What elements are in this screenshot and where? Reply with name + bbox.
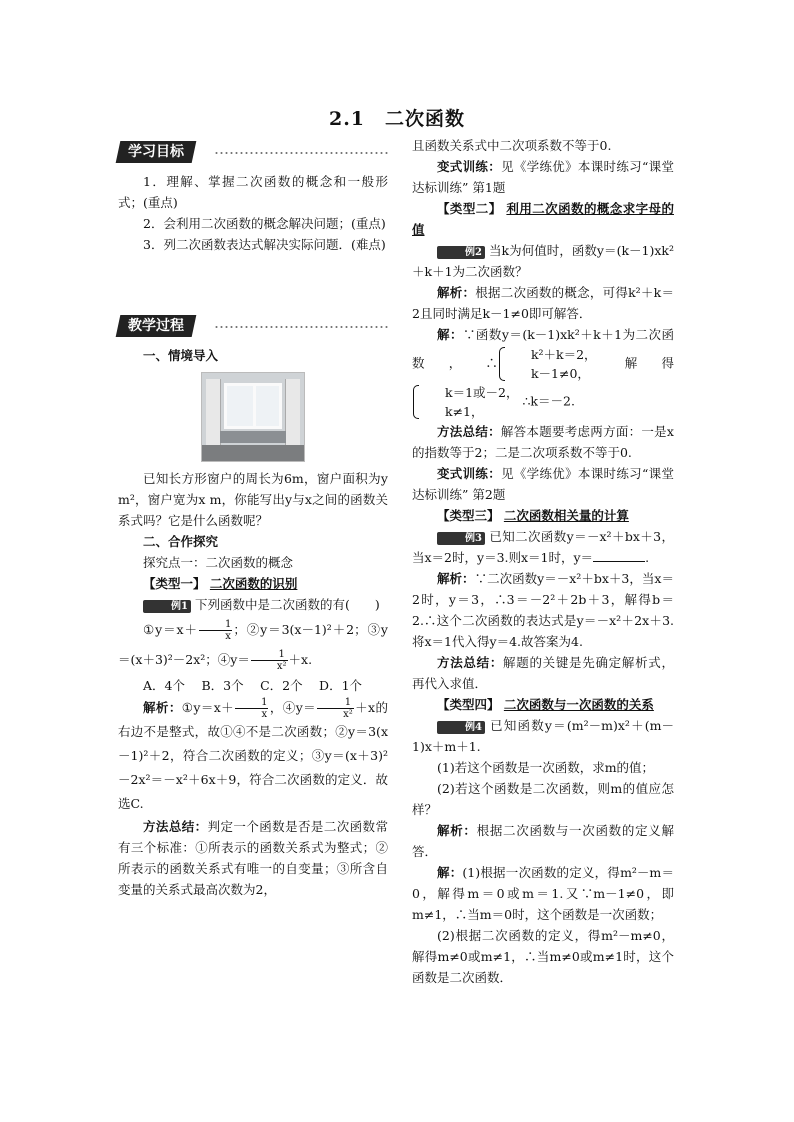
method-label: 方法总结： <box>143 819 208 834</box>
example-1-badge: 例1 <box>143 600 191 613</box>
example-4-solution-2: (2)根据二次函数的定义，得m²－m≠0，解得m≠0或m≠1，∴当m≠0或m≠1时，这个函数是二次函数． <box>412 928 674 985</box>
solution-text: ∴k＝－2. <box>522 393 575 409</box>
example-1-text: 下列函数中是二次函数的有( ) <box>194 597 380 612</box>
example-2-badge: 例2 <box>437 246 485 259</box>
variant-training-1 <box>412 156 674 198</box>
example-2-solution <box>412 324 674 421</box>
type-2-heading <box>412 198 674 240</box>
page-title: 2.1 二次函数 <box>328 108 466 130</box>
example-3-text: 已知二次函数y＝－x²＋bx＋3，当x＝2时，y＝3.则x＝1时，y＝ <box>412 529 674 565</box>
variant-training-2 <box>412 463 674 505</box>
fraction-1-over-x2: $\frac{1}{\text{x²}}$ <box>317 697 354 720</box>
function-1-part: ①y＝x＋ <box>143 622 198 637</box>
example-3-analysis <box>412 568 674 652</box>
fraction-1-over-x: $\frac{1}{x}$ <box>235 697 268 720</box>
fraction-1-over-x: $\frac{1}{x}$ <box>199 619 232 642</box>
teaching-process-banner <box>118 315 388 339</box>
solution-text: ∵函数y＝(k－1)xk²＋k＋1为二次函数，∴ <box>412 327 674 371</box>
section-cooperation-heading: 二、合作探究 <box>143 534 219 549</box>
example-1-method <box>118 816 388 900</box>
explore-point-1: 探究点一：二次函数的概念 <box>143 555 294 570</box>
variant-label: 变式训练： <box>437 466 502 481</box>
analysis-part-a: ①y＝x＋ <box>181 700 235 715</box>
equation-system-2 <box>412 383 518 421</box>
function-4-part: ＋x. <box>288 652 313 667</box>
system-line: k≠1， <box>445 404 484 419</box>
method-text: 判定一个函数是否是二次函数常有三个标准：①所表示的函数关系式为整式；②所表示的函数关系式有唯一的自变量；③所含自变量的关系式最高次数为2， <box>118 819 388 897</box>
teaching-process-heading: 教学过程 <box>128 318 184 334</box>
answer-blank <box>593 549 645 562</box>
system-line: k＝1或－2， <box>445 385 519 400</box>
goal-1: 1．理解、掌握二次函数的概念和一般形式；(重点) <box>118 174 388 210</box>
continued-text: 且函数关系式中二次项系数不等于0. <box>412 138 612 153</box>
type-3-heading <box>412 505 674 526</box>
example-3-question <box>412 526 674 568</box>
learning-goals-heading: 学习目标 <box>128 144 184 160</box>
type-4-heading <box>412 694 674 715</box>
example-3-method <box>412 652 674 694</box>
right-column <box>412 135 674 988</box>
example-4-text: 已知函数y＝(m²－m)x²＋(m－1)x＋m＋1. <box>412 718 674 754</box>
function-3-4-part: ＋3)²－2x²；④y＝ <box>142 652 250 667</box>
example-3-text-end: . <box>645 550 650 565</box>
goal-3: 3．列二次函数表达式解决实际问题．(难点) <box>143 237 386 252</box>
example-1-functions <box>118 615 388 675</box>
type-2-title: 利用二次函数的概念求字母的值 <box>412 201 674 237</box>
type-1-heading <box>118 573 388 594</box>
learning-goals-banner <box>118 141 388 165</box>
example-4-question-1: (1)若这个函数是一次函数，求m的值； <box>437 760 655 775</box>
solution-text: 解得 <box>624 355 674 371</box>
type-3-title: 二次函数相关量的计算 <box>503 508 629 523</box>
left-column <box>118 135 388 900</box>
analysis-label: 解析： <box>437 571 475 586</box>
window-room-photo <box>201 372 305 462</box>
analysis-text: 根据二次函数的概念，可得k²＋k＝2且同时满足k－1≠0即可解答． <box>412 285 674 321</box>
example-4-badge: 例4 <box>437 721 485 734</box>
fraction-1-over-x2: $\frac{1}{\text{x²}}$ <box>251 649 288 672</box>
analysis-label: 解析： <box>437 285 476 300</box>
example-4-question-2: (2)若这个函数是二次函数，则m的值应怎样？ <box>412 781 674 817</box>
analysis-part-c: ＋x的右边不是整式，故①④不是二次函数；②y＝3(x－1)²＋2，符合二次函数的定义；③y＝(x＋3)²－2x²＝－x²＋6x＋9，符合二次函数的定义．故选C. <box>118 700 388 811</box>
section-scenario-heading: 一、情境导入 <box>143 348 219 363</box>
equation-system-1 <box>498 345 597 383</box>
solution-text: (1)根据一次函数的定义，得m²－m＝0，解得m＝0或m＝1.又∵m－1≠0，即m≠1，∴当m＝0时，这个函数是一次函数； <box>412 865 674 922</box>
type-4-tag: 【类型四】 <box>437 697 500 712</box>
type-1-title: 二次函数的识别 <box>209 576 298 591</box>
analysis-part-b: ，④y＝ <box>269 700 317 715</box>
function-2-3-part: ；②y＝3(x－1)²＋2；③y＝(x <box>118 622 388 667</box>
example-4-solution-1 <box>412 862 674 925</box>
example-2-method <box>412 421 674 463</box>
method-text: 解答本题要考虑两方面：一是x的指数等于2；二是二次项系数不等于0. <box>412 424 674 460</box>
example-4-analysis <box>412 820 674 862</box>
example-3-badge: 例3 <box>437 532 485 545</box>
system-line: k－1≠0， <box>530 366 590 381</box>
type-2-tag: 【类型二】 <box>437 201 502 216</box>
dotted-rule <box>214 325 388 329</box>
example-2-text: 当k为何值时，函数y＝(k－1)xk²＋k＋1为二次函数？ <box>412 243 674 279</box>
method-text: 解题的关键是先确定解析式，再代入求值． <box>412 655 674 691</box>
type-3-tag: 【类型三】 <box>437 508 500 523</box>
variant-text: 见《学练优》本课时练习“课堂达标训练” 第2题 <box>412 466 674 502</box>
analysis-label: 解析： <box>437 823 477 838</box>
analysis-text: 根据二次函数与一次函数的定义解答． <box>412 823 674 859</box>
solution-label: 解： <box>437 327 463 342</box>
method-label: 方法总结： <box>437 655 504 670</box>
example-1-analysis <box>118 696 388 816</box>
type-4-title: 二次函数与一次函数的关系 <box>503 697 654 712</box>
variant-label: 变式训练： <box>437 159 502 174</box>
dotted-rule <box>214 151 388 155</box>
example-2-question <box>412 240 674 282</box>
example-1-options: A．4个 B．3个 C．2个 D．1个 <box>143 678 363 693</box>
example-2-analysis <box>412 282 674 324</box>
example-4-question <box>412 715 674 757</box>
variant-text: 见《学练优》本课时练习“课堂达标训练” 第1题 <box>412 159 674 195</box>
analysis-text: ∵二次函数y＝－x²＋bx＋3，当x＝2时，y＝3，∴3＝－2²＋2b＋3，解得b＝2.∴这个二次函数的表达式是y＝－x²＋2x＋3.将x＝1代入得y＝4.故答案为4. <box>412 571 674 649</box>
type-1-tag: 【类型一】 <box>143 576 206 591</box>
analysis-label: 解析： <box>143 700 182 715</box>
goal-2: 2．会利用二次函数的概念解决问题；(重点) <box>143 216 386 231</box>
method-label: 方法总结： <box>437 424 501 439</box>
solution-label: 解： <box>437 865 463 880</box>
scenario-text: 已知长方形窗户的周长为6m，窗户面积为y m²，窗户宽为x m，你能写出y与x之间的函数关系式吗？它是什么函数呢？ <box>118 471 388 528</box>
system-line: k²＋k＝2， <box>530 347 597 362</box>
example-1-question <box>118 594 388 615</box>
